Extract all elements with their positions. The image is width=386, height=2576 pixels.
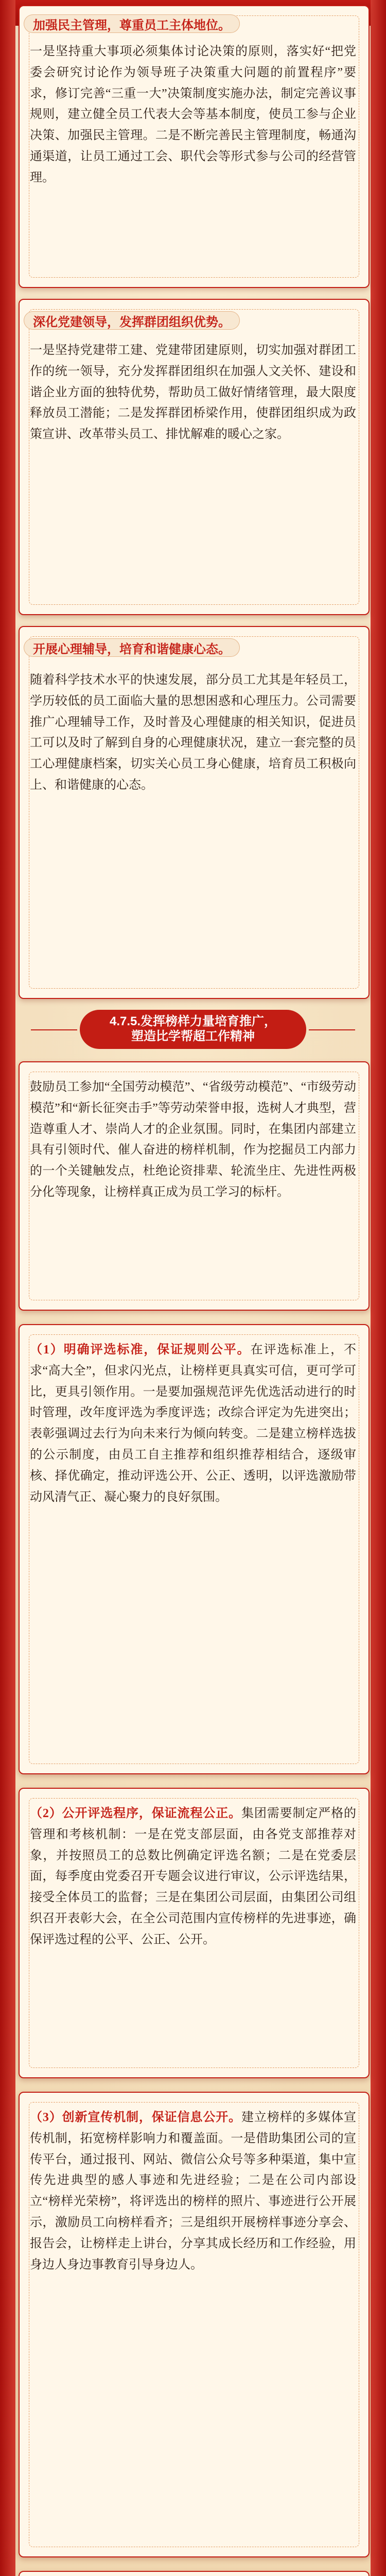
process-title: （2）公开评选程序，保证流程公正。 <box>30 1807 241 1820</box>
right-border-decoration <box>371 0 386 2576</box>
section-banner <box>80 1010 306 1049</box>
section1-paragraph: 一是坚持重大事项必须集体讨论决策的原则，落实好“把党委会研究讨论作为领导班子决策重大问题的前置程序”要求，修订完善“三重一大”决策制度实施办法，制定完善议事规则，建立健全员工代表大会等基本制度，使员工参与企业决策、加强民主管理。二是不断完善民主管理制度，畅通沟通渠道，让员工通过工会、职代会等形式参与公司的经营管理。 <box>30 45 356 184</box>
banner-right-line <box>309 1029 355 1030</box>
intro-paragraph: 鼓励员工参加“全国劳动模范”、“省级劳动模范”、“市级劳动模范”和“新长征突击手”等劳动荣誉申报，选树人才典型，营造尊重人才、崇尚人才的企业氛围。同时，在集团内部建立具有引领时代、催人奋进的榜样机制，作为挖掘员工内部力的一个关键触发点，杜绝论资排辈、轮流坐庄、先进性两极分化等现象，让榜样真正成为员工学习的标杆。 <box>30 1080 356 1199</box>
process-paragraph: 集团需要制定严格的管理和考核机制：一是在党支部层面，由各党支部推荐对象，并按照员工的总数比例确定评选名额；二是在党委层面，每季度由党委召开专题会议进行审议，公示评选结果，接受全体员工的监督；三是在集团公司层面，由集团公司组织召开表彰大会，在全公司范围内宣传榜样的先进事迹，确保评选过程的公平、公正、公开。 <box>30 1807 357 1946</box>
standard-title: （1）明确评选标准，保证规则公平。 <box>30 1343 251 1357</box>
left-border-decoration <box>0 0 15 2576</box>
publicity-paragraph: 建立榜样的多媒体宣传机制，拓宽榜样影响力和覆盖面。一是借助集团公司的宣传平台，通过报刊、网站、微信公众号等多种渠道，集中宣传先进典型的感人事迹和先进经验；二是在公司内部设立“榜样光荣榜”，将评选出的榜样的照片、事迹进行公开展示，激励员工向榜样看齐；三是组织开展榜样事迹分享会、报告会，让榜样走上讲台，分享其成长经历和工作经验，用身边人身边事教育引导身边人。 <box>30 2111 357 2272</box>
section2-paragraph: 一是坚持党建带工建、党建带团建原则，切实加强对群团工作的统一领导，充分发挥群团组织在加强人文关怀、建设和谐企业方面的独特优势，帮助员工做好情绪管理，最大限度释放员工潜能；二是发挥群团桥梁作用，使群团组织成为政策宣讲、改革带头员工、排忧解难的暖心之家。 <box>30 344 356 442</box>
section1-title: 加强民主管理，尊重员工主体地位。 <box>24 14 240 33</box>
standard-text <box>30 1340 356 1507</box>
section3-header <box>19 636 240 659</box>
process-text <box>30 1803 356 1951</box>
banner-left-line <box>31 1029 77 1030</box>
followup-card <box>19 2571 370 2576</box>
section3-paragraph: 随着科学技术水平的快速发展，部分员工尤其是年轻员工，学历较低的员工面临大量的思想困惑和心理压力。公司需要推广心理辅导工作，及时普及心理健康的相关知识，促进员工可以及时了解到自身的心理健康状况，建立一套完整的员工心理健康档案，切实关心员工身心健康，培育员工积极向上、和谐健康的心态。 <box>30 673 356 792</box>
section2-header <box>19 309 240 332</box>
section2-title: 深化党建领导，发挥群团组织优势。 <box>24 311 240 330</box>
publicity-title: （3）创新宣传机制，保证信息公开。 <box>30 2111 241 2124</box>
banner-line1: 4.7.5.发挥榜样力量培育推广， <box>109 1014 277 1029</box>
standard-paragraph: 在评选标准上，不求“高大全”，但求闪光点，让榜样更具真实可信，更可学可比，更具引领作用。一是要加强规范评先优选活动进行的时时管理，改年度评选为季度评选；改综合评定为先进突出；表彰强调过去行为向未来行为倾向转变。二是建立榜样选拔的公示制度，由员工自主推荐和组织推荐相结合，逐级审核、择优确定，推动评选公开、公正、透明，以评选激励带动风清气正、凝心聚力的良好氛围。 <box>30 1343 357 1504</box>
publicity-text <box>30 2107 356 2275</box>
section3-title: 开展心理辅导，培育和谐健康心态。 <box>24 638 240 657</box>
section1-header <box>19 12 240 35</box>
banner-line2: 塑造比学帮超工作精神 <box>131 1029 255 1043</box>
